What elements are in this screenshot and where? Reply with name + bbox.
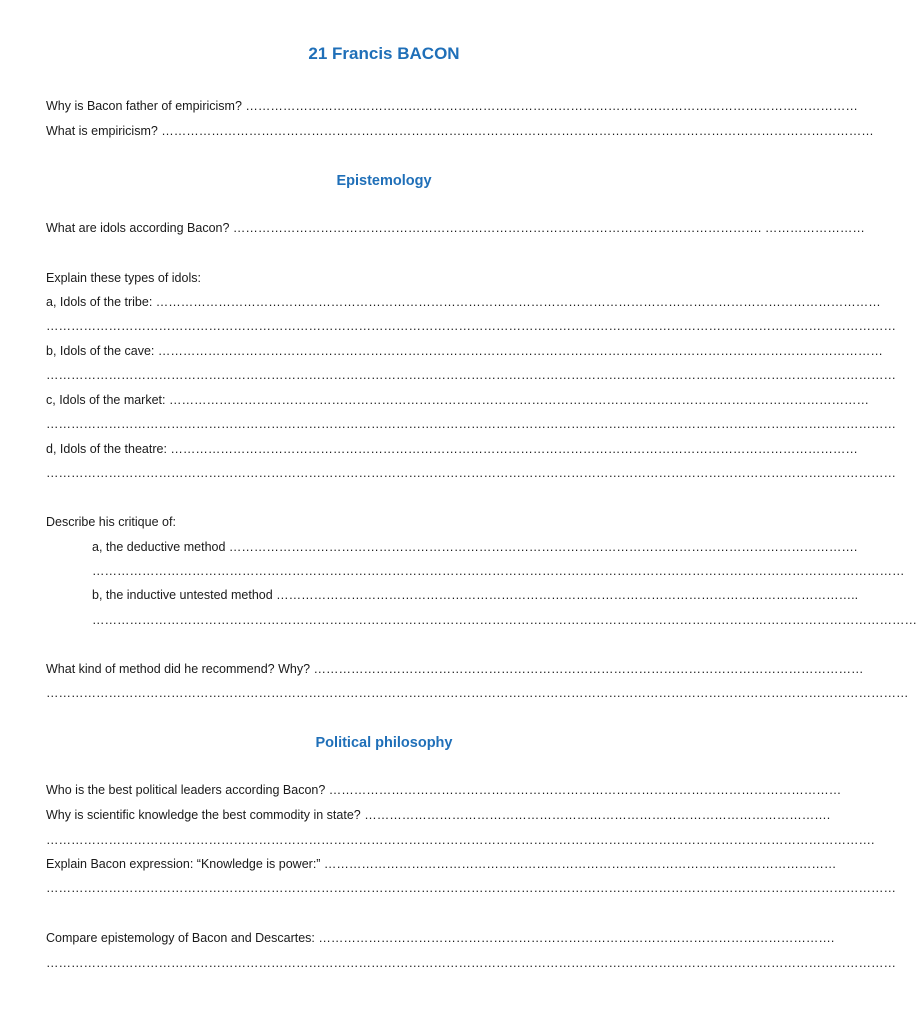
question-idols: What are idols according Bacon? ………………………………………………………………………………………………………………. …………………… bbox=[46, 221, 865, 235]
question-father-of-empiricism: Why is Bacon father of empiricism? ………………………………………………………………………………………………………………………………… bbox=[46, 99, 858, 113]
scientific-knowledge-continuation: ………………………………………………………………………………………………………………………………………………………………………………. bbox=[46, 833, 875, 847]
inductive-method-continuation: ……………………………………………………………………………………………………………………………………………………………………………… bbox=[92, 613, 917, 627]
explain-idols-label: Explain these types of idols: bbox=[46, 271, 201, 285]
question-scientific-knowledge: Why is scientific knowledge the best commodity in state? …………………………………………………………………………………………………. bbox=[46, 808, 831, 822]
compare-epistemology-continuation: …………………………………………………………………………………………………………………………………………………………………………………… bbox=[46, 956, 896, 970]
idols-cave-continuation: …………………………………………………………………………………………………………………………………………………………………………………… bbox=[46, 368, 896, 382]
knowledge-is-power-continuation: …………………………………………………………………………………………………………………………………………………………………………………… bbox=[46, 881, 896, 895]
question-compare-epistemology: Compare epistemology of Bacon and Descartes: ……………………………………………………………………………………………………………. bbox=[46, 931, 835, 945]
critique-label: Describe his critique of: bbox=[46, 515, 176, 529]
deductive-method-line: a, the deductive method ……………………………………………………………………………………………………………………………………. bbox=[92, 540, 858, 554]
idols-tribe-continuation: …………………………………………………………………………………………………………………………………………………………………………………… bbox=[46, 319, 896, 333]
idols-theatre-line: d, Idols of the theatre: ………………………………………………………………………………………………………………………………………………… bbox=[46, 442, 858, 456]
section-heading-epistemology: Epistemology bbox=[336, 173, 432, 189]
idols-cave-line: b, Idols of the cave: ………………………………………………………………………………………………………………………………………………………… bbox=[46, 344, 883, 358]
idols-market-line: c, Idols of the market: …………………………………………………………………………………………………………………………………………………… bbox=[46, 393, 869, 407]
idols-theatre-continuation: …………………………………………………………………………………………………………………………………………………………………………………… bbox=[46, 466, 896, 480]
deductive-method-continuation: …………………………………………………………………………………………………………………………………………………………………………… bbox=[92, 564, 905, 578]
question-what-is-empiricism: What is empiricism? ……………………………………………………………………………………………………………………………………………………… bbox=[46, 124, 874, 138]
section-heading-political-philosophy: Political philosophy bbox=[315, 735, 453, 751]
question-knowledge-is-power: Explain Bacon expression: “Knowledge is power:” …………………………………………………………………………………………………………… bbox=[46, 857, 837, 871]
inductive-method-line: b, the inductive untested method ………………………………………………………………………………………………………………………….. bbox=[92, 588, 859, 602]
recommended-method-line: What kind of method did he recommend? Why? …………………………………………………………………………………………………………………… bbox=[46, 662, 864, 676]
idols-market-continuation: …………………………………………………………………………………………………………………………………………………………………………………… bbox=[46, 417, 896, 431]
page-title: 21 Francis BACON bbox=[308, 44, 460, 63]
recommended-method-continuation: ……………………………………………………………………………………………………………………………………………………………………………………… bbox=[46, 686, 909, 700]
idols-tribe-line: a, Idols of the tribe: ………………………………………………………………………………………………………………………………………………………… bbox=[46, 295, 881, 309]
question-political-leaders: Who is the best political leaders according Bacon? …………………………………………………………………………………………………………… bbox=[46, 783, 842, 797]
